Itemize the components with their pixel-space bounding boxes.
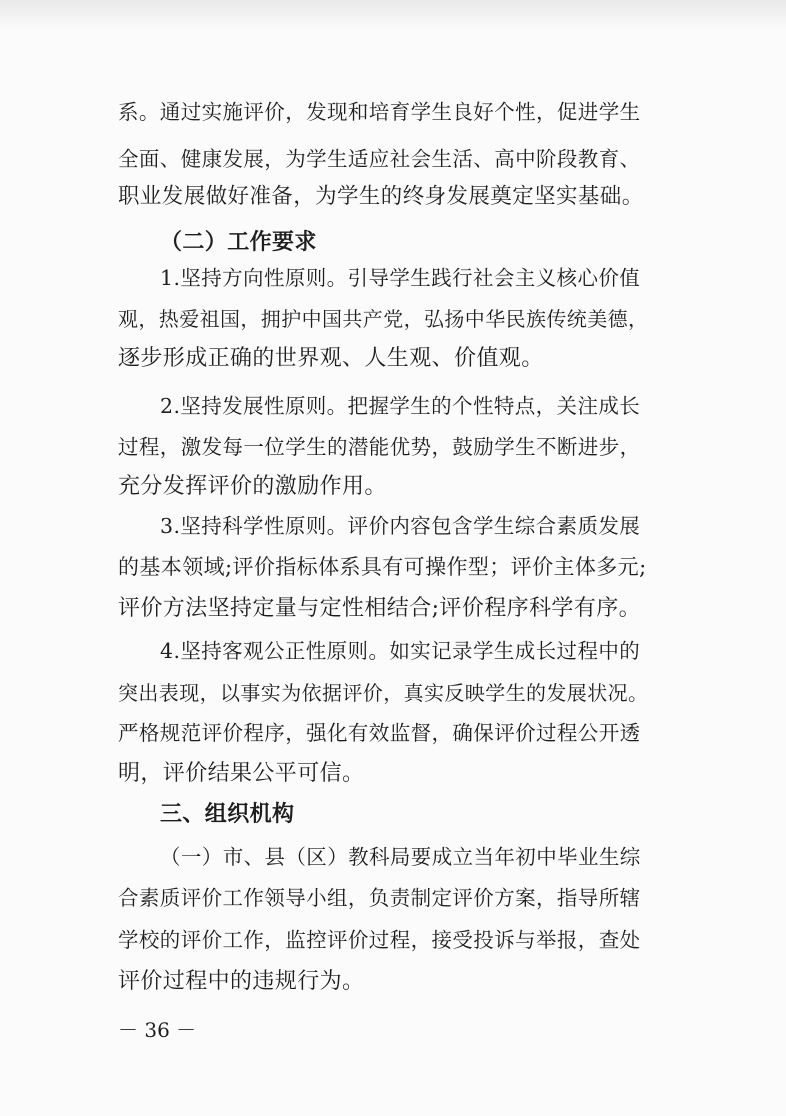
paragraph-first-line: 2.坚持发展性原则。把握学生的个性特点，关注成长 bbox=[160, 394, 641, 418]
body-line: 学校的评价工作，监控评价过程，接受投诉与举报，查处 bbox=[118, 928, 641, 952]
body-line: 观，热爱祖国，拥护中国共产党，弘扬中华民族传统美德， bbox=[118, 307, 649, 331]
paragraph-first-line: 1.坚持方向性原则。引导学生践行社会主义核心价值 bbox=[160, 266, 641, 290]
body-line: 的基本领域;评价指标体系具有可操作型；评价主体多元; bbox=[118, 555, 647, 579]
paragraph-first-line: 4.坚持客观公正性原则。如实记录学生成长过程中的 bbox=[160, 639, 641, 663]
body-line: 充分发挥评价的激励作用。 bbox=[118, 474, 387, 499]
page-number: － 36 － bbox=[118, 1018, 197, 1042]
paragraph-first-line: （一）市、县（区）教科局要成立当年初中毕业生综 bbox=[160, 845, 641, 869]
body-line: 评价过程中的违规行为。 bbox=[118, 969, 365, 994]
section-heading: （二）工作要求 bbox=[160, 229, 317, 255]
body-line: 严格规范评价程序，强化有效监督，确保评价过程公开透 bbox=[118, 721, 641, 745]
body-line: 突出表现，以事实为依据评价，真实反映学生的发展状况。 bbox=[118, 681, 649, 705]
section-heading: 三、组织机构 bbox=[160, 802, 295, 827]
paragraph-first-line: 3.坚持科学性原则。评价内容包含学生综合素质发展 bbox=[160, 514, 641, 538]
body-line: 逐步形成正确的世界观、人生观、价值观。 bbox=[118, 346, 544, 371]
body-line: 系。通过实施评价，发现和培育学生良好个性，促进学生 bbox=[118, 100, 641, 124]
body-line: 全面、健康发展，为学生适应社会生活、高中阶段教育、 bbox=[118, 147, 641, 171]
body-line: 评价方法坚持定量与定性相结合;评价程序科学有序。 bbox=[118, 596, 642, 621]
body-line: 合素质评价工作领导小组，负责制定评价方案，指导所辖 bbox=[118, 886, 641, 910]
body-line: 明，评价结果公平可信。 bbox=[118, 761, 365, 786]
body-line: 职业发展做好准备，为学生的终身发展奠定坚实基础。 bbox=[118, 184, 644, 209]
body-line: 过程，激发每一位学生的潜能优势，鼓励学生不断进步， bbox=[118, 435, 641, 459]
scan-shadow bbox=[0, 0, 786, 30]
